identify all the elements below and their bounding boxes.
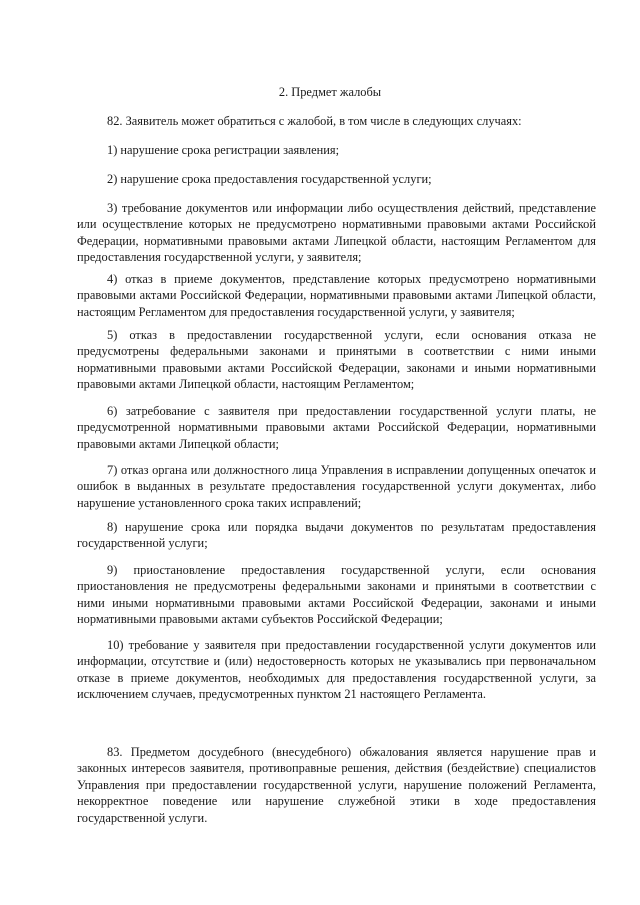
section-title: 2. Предмет жалобы (278, 85, 382, 99)
paragraph-83: 83. Предметом досудебного (внесудебного) обжалования является нарушение прав и законных интересов заявителя, противоправные решения, действия (бездействие) специалистов Управления при предоставлении государственной услуги, нарушение положений Регламента, некорректное поведение или нарушение служебной этики в ходе предоставления государственной услуги. (77, 745, 596, 825)
paragraph-item-2: 2) нарушение срока предоставления государственной услуги; (107, 172, 432, 186)
paragraph-item-3: 3) требование документов или информации либо осуществления действий, представление или осуществление которых не предусмотрено нормативными правовыми актами Российской Федерации, нормативными правовыми актами Липецкой области, настоящим Регламентом для предоставления государственной услуги, у заявителя; (77, 201, 596, 265)
paragraph-item-9: 9) приостановление предоставления государственной услуги, если основания приостановления не предусмотрены федеральными законами и принятыми в соответствии с ними иными нормативными правовыми актами Российской Федерации, законами и иными нормативными правовыми актами субъектов Российской Федерации; (77, 563, 596, 627)
paragraph-item-5: 5) отказ в предоставлении государственной услуги, если основания отказа не предусмотрены федеральными законами и принятыми в соответствии с ними иными нормативными правовыми актами Российской Федерации, законами и иными нормативными правовыми актами Липецкой области, настоящим Регламентом; (77, 328, 596, 392)
paragraph-82-intro: 82. Заявитель может обратиться с жалобой, в том числе в следующих случаях: (107, 114, 522, 128)
paragraph-item-6: 6) затребование с заявителя при предоставлении государственной услуги платы, не предусмотренной нормативными правовыми актами Российской Федерации, нормативными правовыми актами Липецкой области; (77, 404, 596, 451)
paragraph-item-4: 4) отказ в приеме документов, представление которых предусмотрено нормативными правовыми актами Российской Федерации, нормативными правовыми актами Липецкой области, настоящим Регламентом для предоставления государственной услуги, у заявителя; (77, 272, 596, 319)
paragraph-item-1: 1) нарушение срока регистрации заявления; (107, 143, 340, 157)
paragraph-item-7: 7) отказ органа или должностного лица Управления в исправлении допущенных опечаток и ошибок в выданных в результате предоставления государственной услуги документах, либо нарушение установленного срока таких исправлений; (77, 463, 596, 510)
paragraph-item-8: 8) нарушение срока или порядка выдачи документов по результатам предоставления государственной услуги; (77, 520, 596, 551)
paragraph-item-10: 10) требование у заявителя при предоставлении государственной услуги документов или информации, отсутствие и (или) недостоверность которых не указывались при первоначальном отказе в приеме документов, необходимых для предоставления государственной услуги, за исключением случаев, предусмотренных пунктом 21 настоящего Регламента. (77, 638, 596, 702)
